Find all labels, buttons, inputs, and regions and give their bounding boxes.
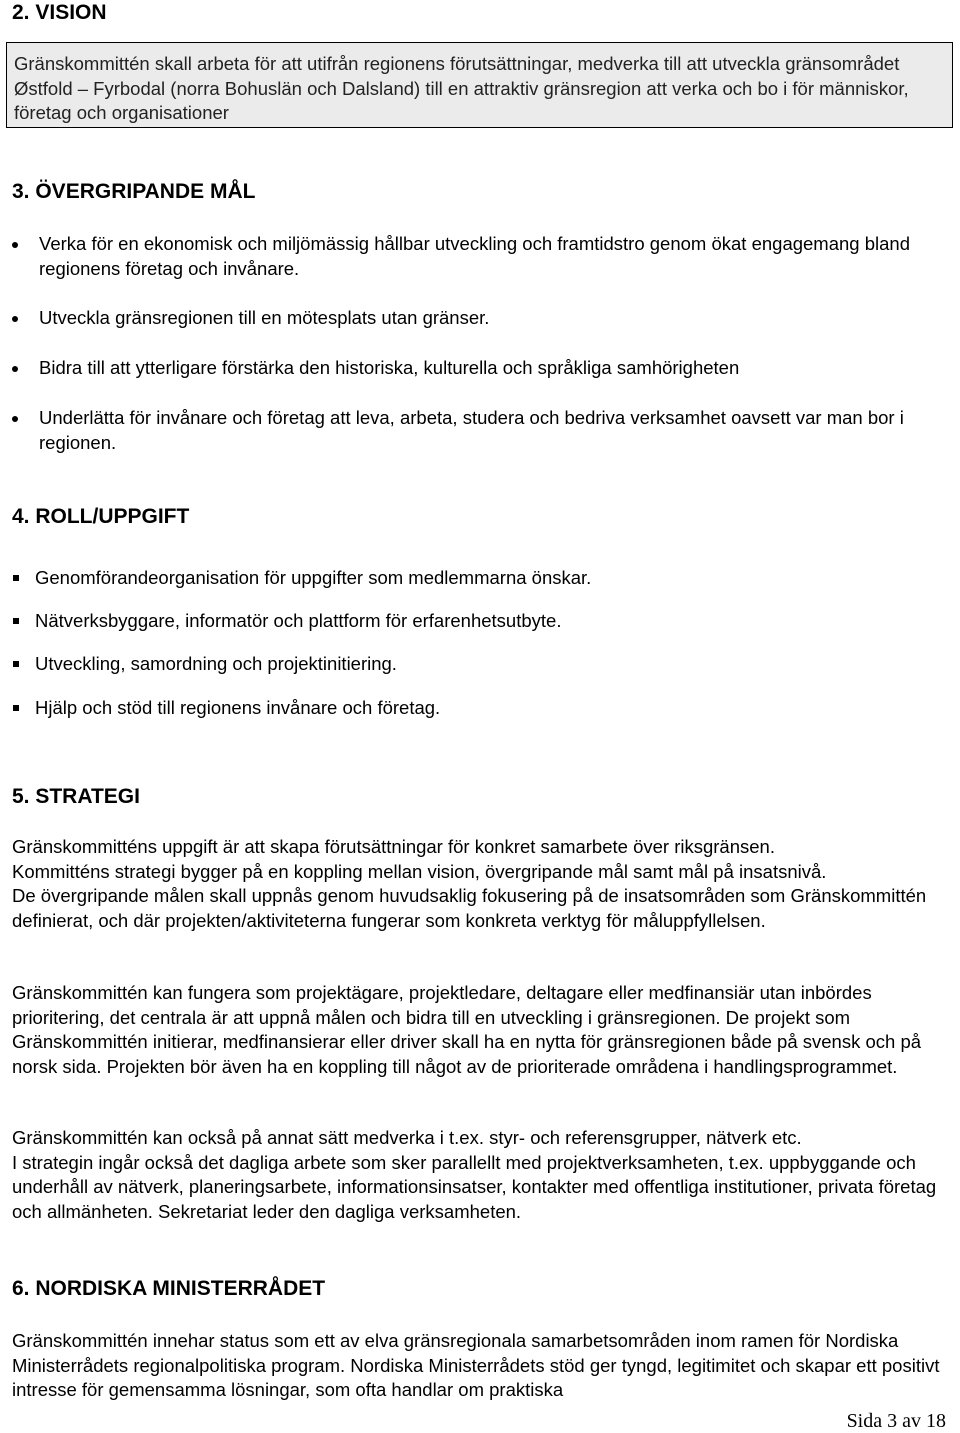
bullet-square-icon (13, 618, 19, 624)
list-item-text: Nätverksbyggare, informatör och plattform för erfarenhetsutbyte. (35, 610, 562, 631)
bullet-dot-icon (12, 366, 18, 372)
list-item-text: Verka för en ekonomisk och miljömässig hållbar utveckling och framtidstro genom ökat engagemang bland regionens företag och invånare. (39, 233, 910, 279)
list-item-text: Underlätta för invånare och företag att leva, arbeta, studera och bedriva verksamhet oavsett var man bor i regionen. (39, 407, 904, 453)
section-heading-role: 4. ROLL/UPPGIFT (12, 505, 190, 528)
section-heading-goals: 3. ÖVERGRIPANDE MÅL (12, 180, 256, 203)
strategy-paragraph: Gränskommittén kan också på annat sätt medverka i t.ex. styr- och referensgrupper, nätverk etc. I strategin ingår också det dagliga arbete som sker parallellt med projektverksamheten, t.ex. uppbyggande och underhåll av nätverk, planeringsarbete, informationsinsatser, kontakter med offentliga institutioner, privata företag och allmänheten. Sekretariat leder den dagliga verksamheten. (12, 1127, 937, 1222)
strategy-paragraph: Gränskommittén kan fungera som projektägare, projektledare, deltagare eller medfinansiär utan inbördes prioritering, det centrala är att uppnå målen och bidra till en utveckling i gränsregionen. De projekt som Gränskommittén initierar, medfinansierar eller driver skall ha en nytta för gränsregionen både på svensk och på norsk sida. Projekten bör även ha en koppling till något av de prioriterade områdena i handlingsprogrammet. (12, 982, 922, 1077)
vision-text: Gränskommittén skall arbeta för att utifrån regionens förutsättningar, medverka till att utveckla gränsområdet Østfold – Fyrbodal (norra Bohuslän och Dalsland) till en attraktiv gränsregion att verka och bo i för människor, företag och organisationer (14, 53, 909, 123)
strategy-paragraph: Gränskommitténs uppgift är att skapa förutsättningar för konkret samarbete över riksgränsen. Kommitténs strategi bygger på en koppling mellan vision, övergripande mål samt mål på insatsnivå. De övergripande målen skall uppnås genom huvudsaklig fokusering på de insatsområden som Gränskommittén definierat, och där projekten/aktiviteterna fungerar som konkreta verktyg för måluppfyllelsen. (12, 836, 927, 931)
bullet-dot-icon (12, 242, 18, 248)
bullet-square-icon (13, 705, 19, 711)
vision-box (6, 42, 953, 128)
nordic-paragraph: Gränskommittén innehar status som ett av elva gränsregionala samarbetsområden inom ramen för Nordiska Ministerrådets regionalpolitiska program. Nordiska Ministerrådets stöd ger tyngd, legitimitet och skapar ett positivt intresse för gemensamma lösningar, som ofta handlar om praktiska (12, 1330, 940, 1400)
bullet-dot-icon (12, 316, 18, 322)
section-heading-strategy: 5. STRATEGI (12, 785, 140, 808)
list-item-text: Hjälp och stöd till regionens invånare och företag. (35, 697, 441, 718)
list-item-text: Bidra till att ytterligare förstärka den historiska, kulturella och språkliga samhörigheten (39, 357, 740, 378)
section-heading-vision: 2. VISION (12, 1, 107, 24)
list-item-text: Genomförandeorganisation för uppgifter som medlemmarna önskar. (35, 567, 592, 588)
list-item-text: Utveckla gränsregionen till en mötesplats utan gränser. (39, 307, 490, 328)
section-heading-nordic: 6. NORDISKA MINISTERRÅDET (12, 1277, 326, 1300)
bullet-dot-icon (12, 416, 18, 422)
bullet-square-icon (13, 661, 19, 667)
page-number: Sida 3 av 18 (846, 1410, 946, 1432)
bullet-square-icon (13, 575, 19, 581)
list-item-text: Utveckling, samordning och projektinitiering. (35, 653, 397, 674)
